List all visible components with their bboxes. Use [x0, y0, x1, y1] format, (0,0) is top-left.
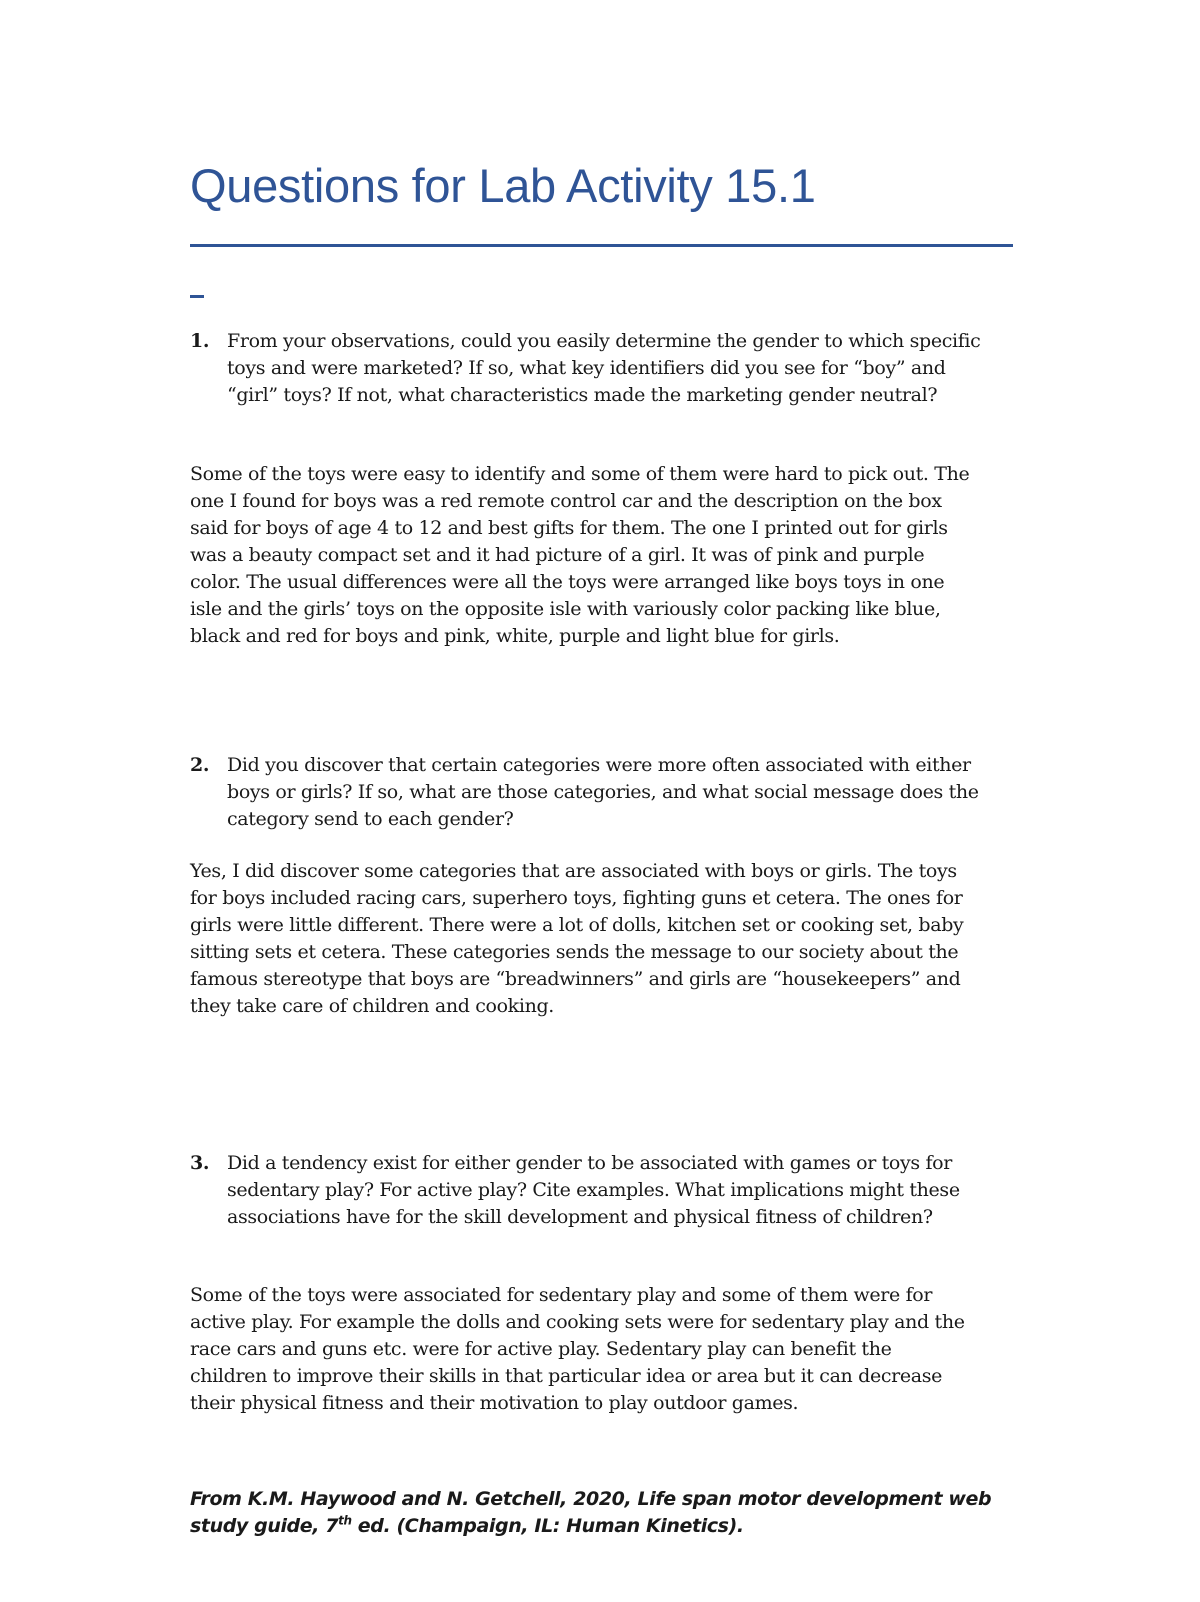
title-underline-tail: [190, 295, 204, 298]
title-underline-rule: [190, 244, 1013, 247]
question-text: From your observations, could you easily determine the gender to which specific toys and were marketed? If so, what key identifiers did you see for “boy” and “girl” toys? If not, what characteristics made the marketing gender neutral?: [227, 330, 981, 406]
citation-text: From K.M. Haywood and N. Getchell, 2020, Life span motor development web study guide, 7: [190, 1488, 992, 1537]
citation-text-end: ed. (Champaign, IL: Human Kinetics).: [351, 1515, 744, 1537]
question-2: [190, 752, 990, 833]
question-number: 1.: [190, 330, 210, 352]
answer-1: Some of the toys were easy to identify and some of them were hard to pick out. The one I found for boys was a red remote control car and the description on the box said for boys of age 4 to 12 and best gifts for them. The one I printed out for girls was a beauty compact set and it had picture of a girl. It was of pink and purple color. The usual differences were all the toys were arranged like boys toys in one isle and the girls’ toys on the opposite isle with variously color packing like blue, black and red for boys and pink, white, purple and light blue for girls.: [190, 463, 970, 647]
citation-superscript: th: [338, 1513, 352, 1528]
question-1: [190, 328, 990, 409]
question-3: [190, 1150, 990, 1231]
question-text: Did you discover that certain categories were more often associated with either boys or girls? If so, what are those categories, and what social message does the category send to each gender?: [227, 754, 979, 830]
answer-3: Some of the toys were associated for sedentary play and some of them were for active play. For example the dolls and cooking sets were for sedentary play and the race cars and guns etc. were for active play. Sedentary play can benefit the children to improve their skills in that particular idea or area but it can decrease their physical fitness and their motivation to play outdoor games.: [190, 1284, 965, 1414]
answer-2: Yes, I did discover some categories that are associated with boys or girls. The toys for boys included racing cars, superhero toys, fighting guns et cetera. The ones for girls were little different. There were a lot of dolls, kitchen set or cooking set, baby sitting sets et cetera. These categories sends the message to our society about the famous stereotype that boys are “breadwinners” and girls are “housekeepers” and they take care of children and cooking.: [190, 860, 964, 1017]
question-number: 3.: [190, 1152, 210, 1174]
page-title: Questions for Lab Activity 15.1: [190, 159, 816, 212]
question-number: 2.: [190, 754, 210, 776]
question-text: Did a tendency exist for either gender to be associated with games or toys for sedentary play? For active play? Cite examples. What implications might these associations have for the skill development and physical fitness of children?: [227, 1152, 960, 1228]
source-citation: [190, 1486, 1010, 1540]
